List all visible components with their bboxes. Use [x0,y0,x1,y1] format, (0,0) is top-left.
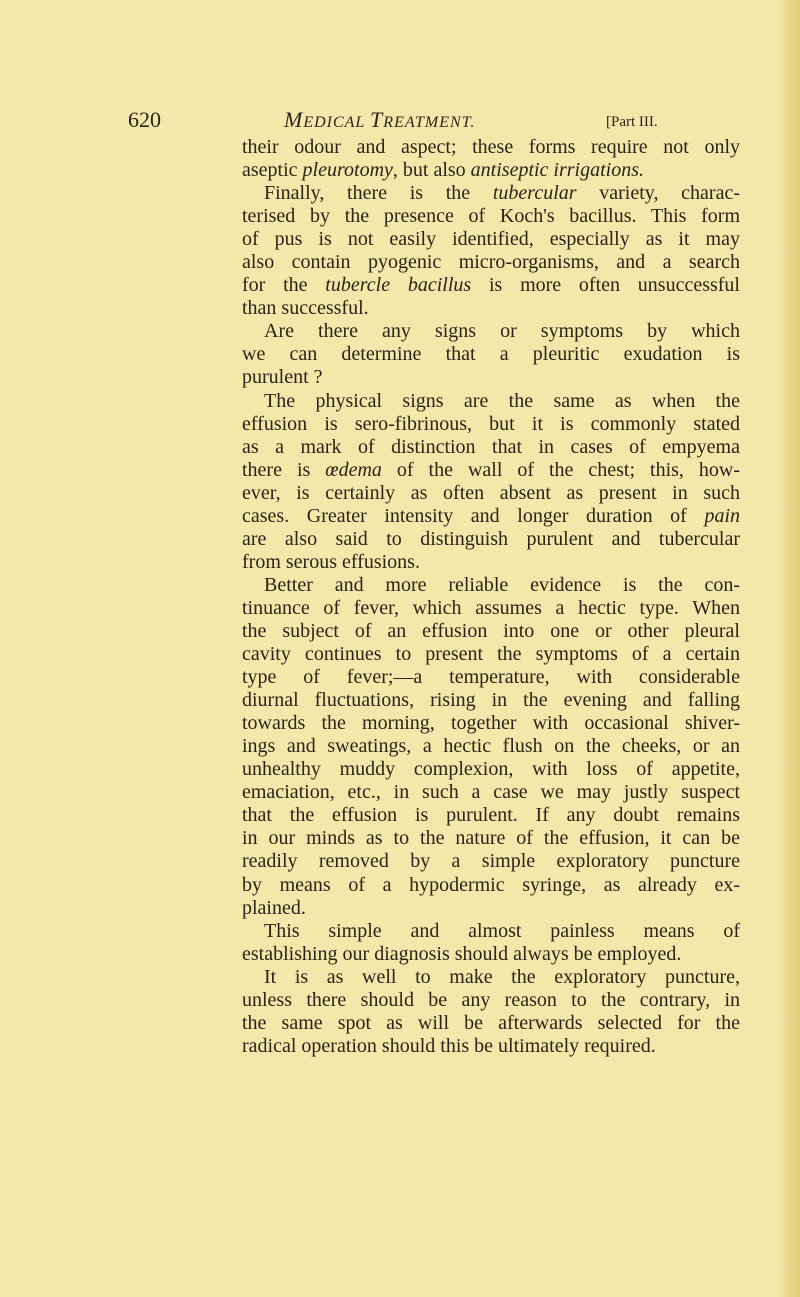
text-line [242,689,740,712]
text-line [242,989,740,1012]
text-line [242,943,740,966]
text-line [242,1012,740,1035]
text-segment: Are there any signs or symptoms by which [264,320,740,343]
text-segment: the same spot as will be afterwards selected for the [242,1011,740,1034]
text-segment: there is [242,458,326,481]
text-line [242,136,740,159]
text-segment: This simple and almost painless means of [264,919,740,942]
text-segment: cavity continues to present the symptoms of a certain [242,643,740,666]
text-line [242,1035,740,1058]
text-line [242,574,740,597]
text-line [242,897,740,920]
text-segment: of the wall of the chest; this, how- [381,458,740,481]
text-segment: emaciation, etc., in such a case we may justly suspect [242,781,740,804]
text-line [242,343,740,366]
text-line [242,390,740,413]
italic-text: œdema [325,458,382,481]
page-number: 620 [128,107,161,132]
text-line [242,666,740,689]
running-title: MEDICAL TREATMENT. [284,107,476,132]
italic-text: pain [704,504,740,527]
text-segment: from serous effusions. [242,550,420,573]
text-line [242,620,740,643]
text-line [242,781,740,804]
text-line [242,413,740,436]
text-segment: Finally, there is the [264,182,493,205]
text-line [242,966,740,989]
text-line [242,482,740,505]
text-line [242,366,740,389]
text-line [242,436,740,459]
text-segment: in our minds as to the nature of the effusion, it can be [242,827,740,850]
text-segment: than successful. [242,297,369,320]
text-segment: their odour and aspect; these forms require not only [242,136,740,158]
text-segment: , but also [392,159,471,182]
text-line [242,159,740,182]
text-line [242,643,740,666]
italic-text: tubercular [492,182,577,205]
text-segment: of pus is not easily identified, especially as it may [242,228,740,251]
text-segment: ings and sweatings, a hectic flush on the cheeks, or an [242,735,740,758]
text-segment: Better and more reliable evidence is the con- [264,573,740,596]
text-segment: by means of a hypodermic syringe, as already ex- [242,873,740,896]
text-segment: unhealthy muddy complexion, with loss of appetite, [242,758,740,781]
text-segment: plained. [242,896,306,919]
text-segment: that the effusion is purulent. If any doubt remains [242,804,740,827]
text-line [242,274,740,297]
text-line [242,827,740,850]
text-line [242,804,740,827]
text-segment: variety, charac- [576,182,740,205]
italic-text: antiseptic irrigations. [470,159,645,182]
text-segment: are also said to distinguish purulent and tubercular [242,527,740,550]
text-segment: as a mark of distinction that in cases of empyema [242,435,740,458]
text-line [242,251,740,274]
text-segment: for the [242,274,326,297]
page-edge-shadow [778,0,800,1297]
text-segment: type of fever;—a temperature, with considerable [242,666,740,689]
text-segment: purulent ? [242,366,323,389]
text-segment: the subject of an effusion into one or other pleural [242,619,740,642]
text-line [242,712,740,735]
text-line [242,205,740,228]
text-segment: aseptic [242,159,303,182]
text-segment: effusion is sero-fibrinous, but it is commonly stated [242,412,740,435]
text-segment: The physical signs are the same as when the [264,389,740,412]
text-line [242,320,740,343]
text-line [242,182,740,205]
text-segment: establishing our diagnosis should always be employed. [242,942,682,965]
text-line [242,459,740,482]
text-segment: cases. Greater intensity and longer duration of [242,504,705,527]
text-segment: It is as well to make the exploratory puncture, [264,965,740,988]
italic-text: pleurotomy [302,159,393,182]
text-line [242,874,740,897]
text-segment: is more often unsuccessful [471,274,740,297]
text-line [242,551,740,574]
text-segment: unless there should be any reason to the contrary, in [242,988,740,1011]
text-segment: we can determine that a pleuritic exudation is [242,343,740,366]
part-label: [Part III. [606,114,658,130]
text-segment: terised by the presence of Koch's bacillus. This form [242,205,740,228]
text-line [242,758,740,781]
text-line [242,505,740,528]
text-line [242,850,740,873]
text-line [242,735,740,758]
text-line [242,528,740,551]
text-line [242,920,740,943]
text-segment: tinuance of fever, which assumes a hectic type. When [242,596,740,619]
italic-text: tubercle bacillus [325,274,472,297]
text-segment: radical operation should this be ultimately required. [242,1034,656,1057]
text-line [242,228,740,251]
text-segment: diurnal fluctuations, rising in the evening and falling [242,689,740,712]
text-line [242,597,740,620]
text-segment: towards the morning, together with occasional shiver- [242,712,740,735]
body-text [242,136,740,1058]
text-segment: ever, is certainly as often absent as present in such [242,481,740,504]
text-line [242,297,740,320]
text-segment: readily removed by a simple exploratory puncture [242,850,740,873]
text-segment: also contain pyogenic micro-organisms, and a search [242,251,740,274]
